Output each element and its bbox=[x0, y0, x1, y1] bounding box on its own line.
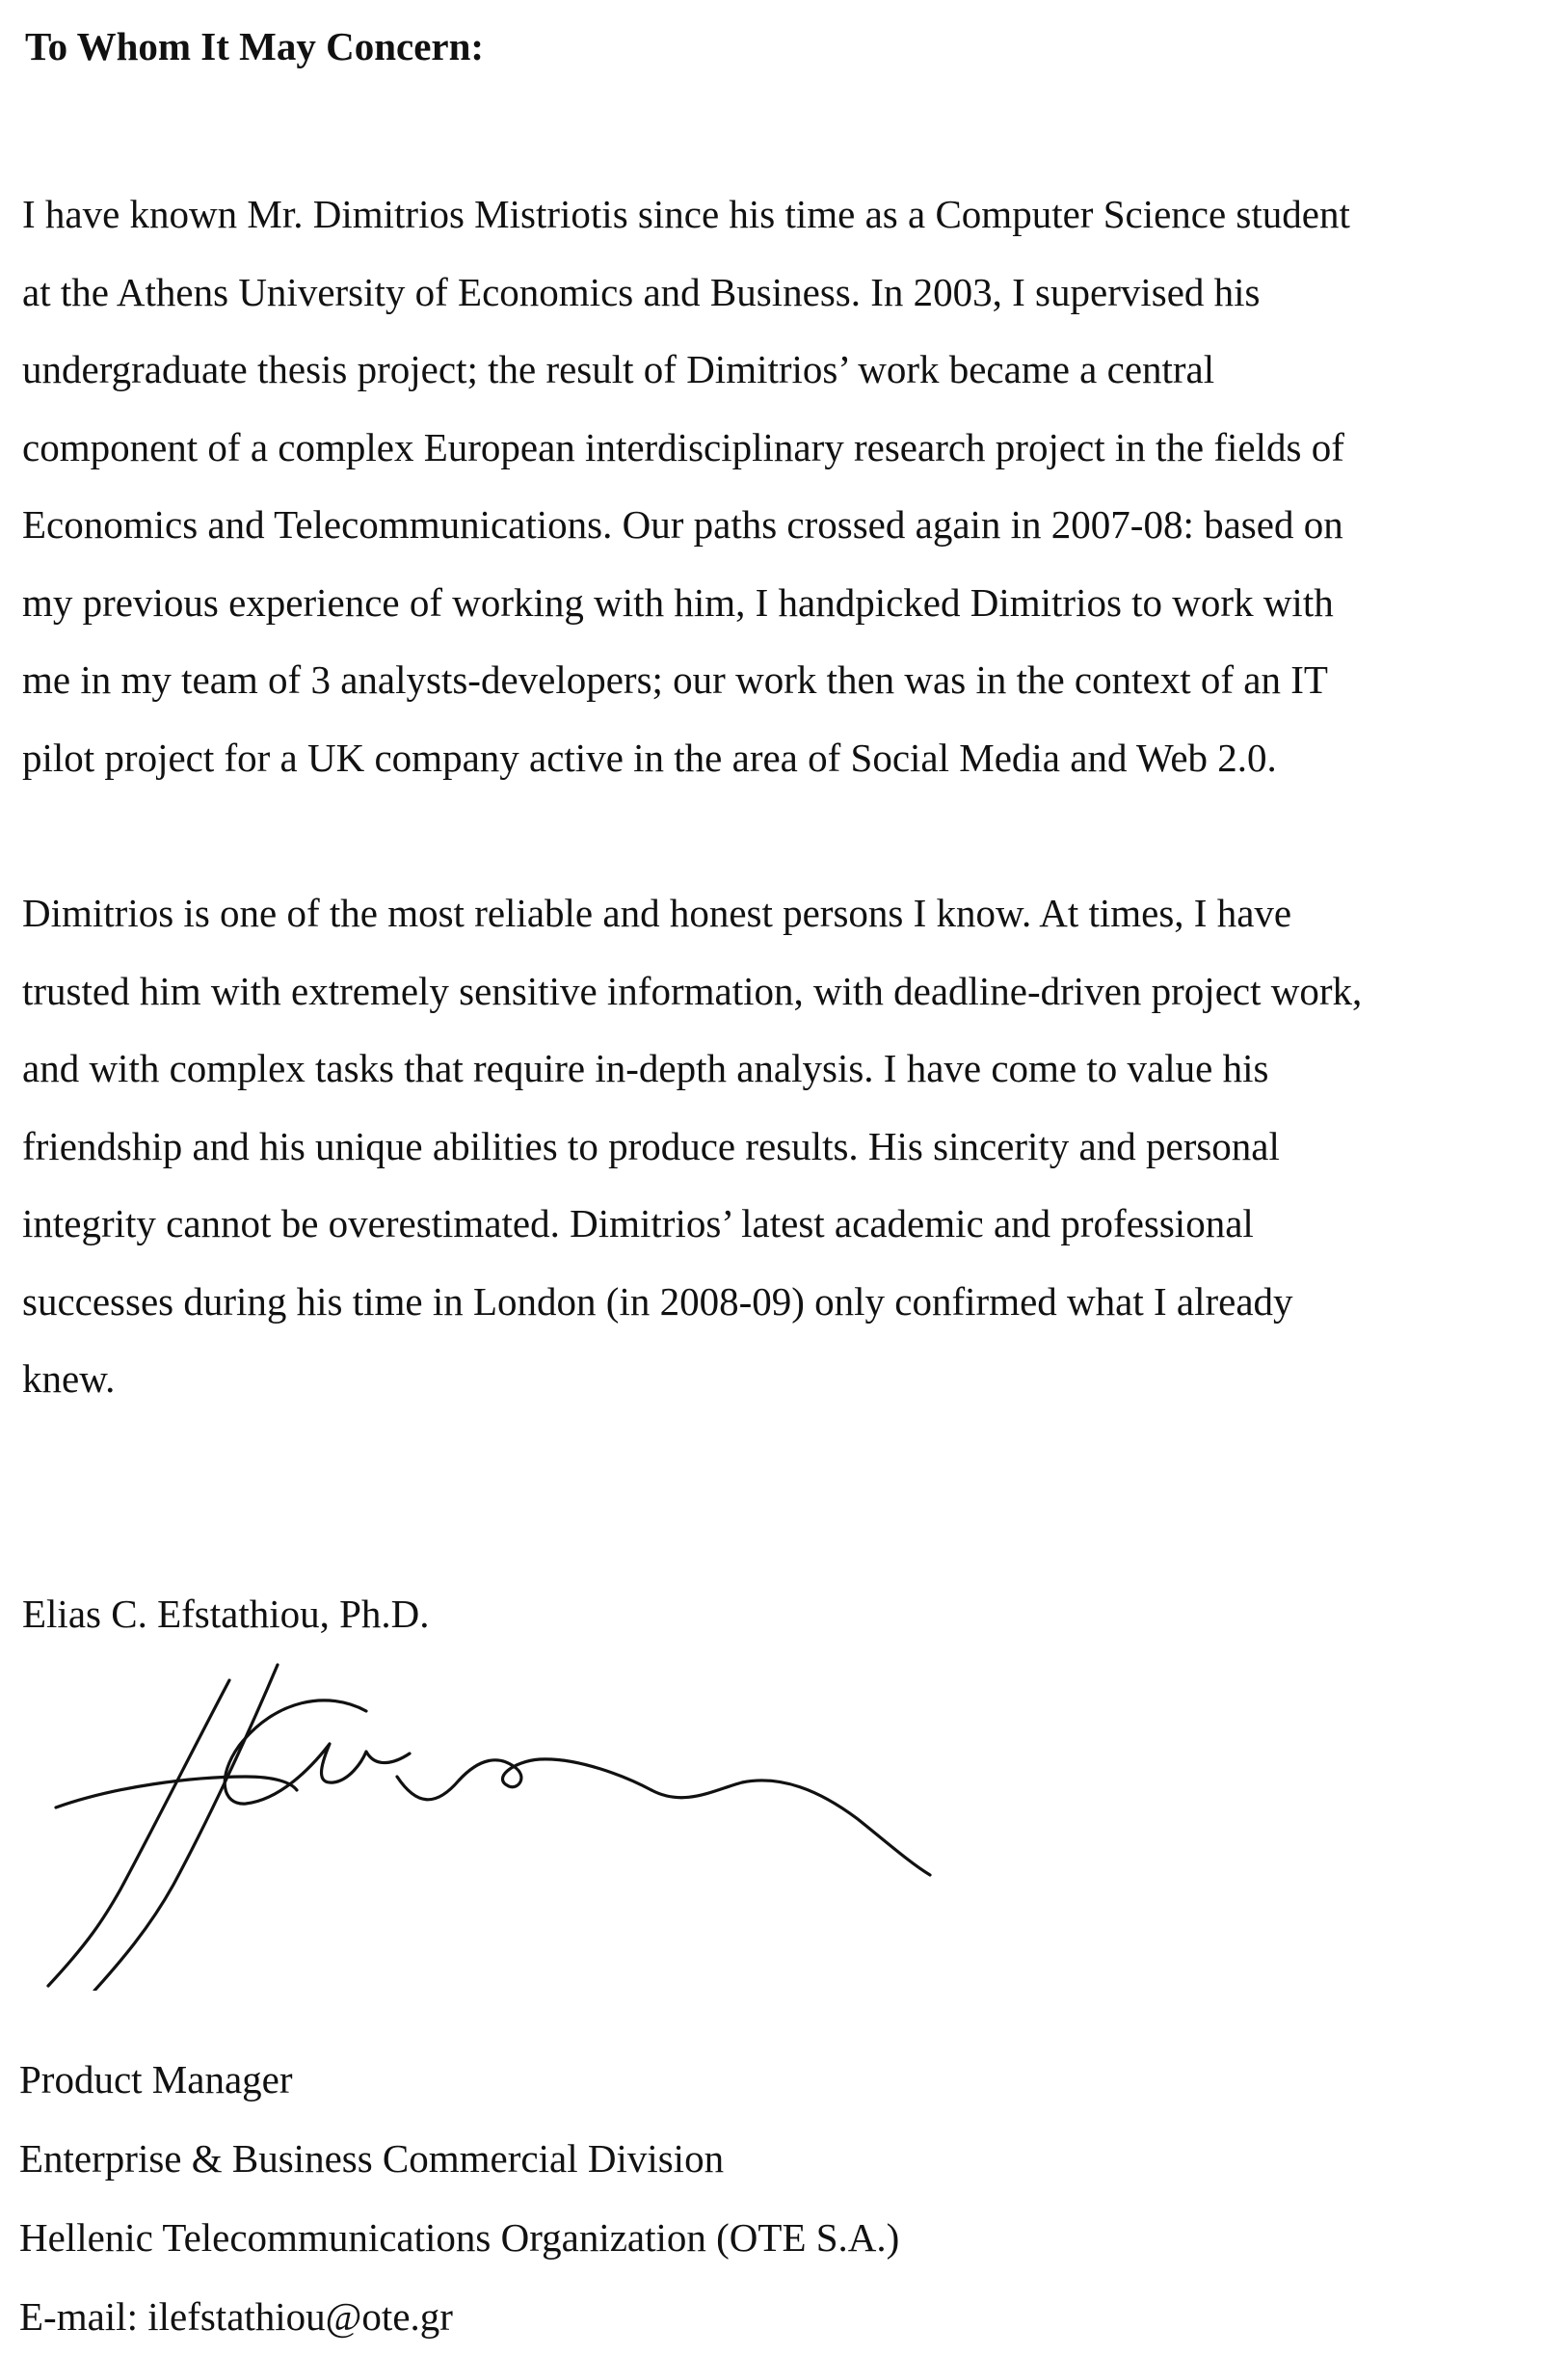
division-name: Enterprise & Business Commercial Division bbox=[19, 2136, 725, 2181]
paragraph-line: undergraduate thesis project; the result of Dimitrios’ work became a central bbox=[22, 347, 1215, 391]
paragraph-line: and with complex tasks that require in-depth analysis. I have come to value his bbox=[22, 1046, 1269, 1090]
paragraph-line: my previous experience of working with him, I handpicked Dimitrios to work with bbox=[22, 579, 1334, 625]
paragraph-line: Dimitrios is one of the most reliable and honest persons I know. At times, I have bbox=[22, 891, 1292, 935]
paragraph-line: I have known Mr. Dimitrios Mistriotis since his time as a Computer Science student bbox=[22, 192, 1350, 236]
paragraph-1 bbox=[22, 175, 1568, 796]
paragraph-line: trusted him with extremely sensitive information, with deadline-driven project work, bbox=[22, 968, 1363, 1013]
organization-name: Hellenic Telecommunications Organization (OTE S.A.) bbox=[19, 2215, 900, 2260]
paragraph-line: me in my team of 3 analysts-developers; our work then was in the context of an IT bbox=[22, 657, 1328, 702]
paragraph-line: component of a complex European interdisciplinary research project in the fields of bbox=[22, 424, 1344, 469]
paragraph-line: knew. bbox=[22, 1356, 116, 1401]
paragraph-line: pilot project for a UK company active in the area of Social Media and Web 2.0. bbox=[22, 735, 1277, 780]
signature-stroke bbox=[94, 1665, 278, 1991]
paragraph-line: at the Athens University of Economics and Business. In 2003, I supervised his bbox=[22, 269, 1261, 314]
email-line: E-mail: ilefstathiou@ote.gr bbox=[19, 2294, 453, 2339]
paragraph-line: integrity cannot be overestimated. Dimitrios’ latest academic and professional bbox=[22, 1201, 1254, 1245]
signer-name: Elias C. Efstathiou, Ph.D. bbox=[22, 1592, 430, 1636]
paragraph-line: friendship and his unique abilities to produce results. His sincerity and personal bbox=[22, 1123, 1280, 1168]
paragraph-2 bbox=[22, 874, 1568, 1418]
contact-block bbox=[19, 2040, 899, 2356]
signature-stroke bbox=[56, 1777, 297, 1807]
signature-stroke bbox=[225, 1700, 410, 1804]
signature-stroke bbox=[397, 1759, 651, 1800]
signature-stroke bbox=[651, 1780, 930, 1875]
paragraph-line: successes during his time in London (in 2008-09) only confirmed what I already bbox=[22, 1278, 1293, 1324]
signature-icon bbox=[39, 1663, 935, 1991]
paragraph-line: Economics and Telecommunications. Our paths crossed again in 2007-08: based on bbox=[22, 502, 1343, 547]
salutation: To Whom It May Concern: bbox=[25, 24, 485, 68]
job-title: Product Manager bbox=[19, 2057, 293, 2102]
